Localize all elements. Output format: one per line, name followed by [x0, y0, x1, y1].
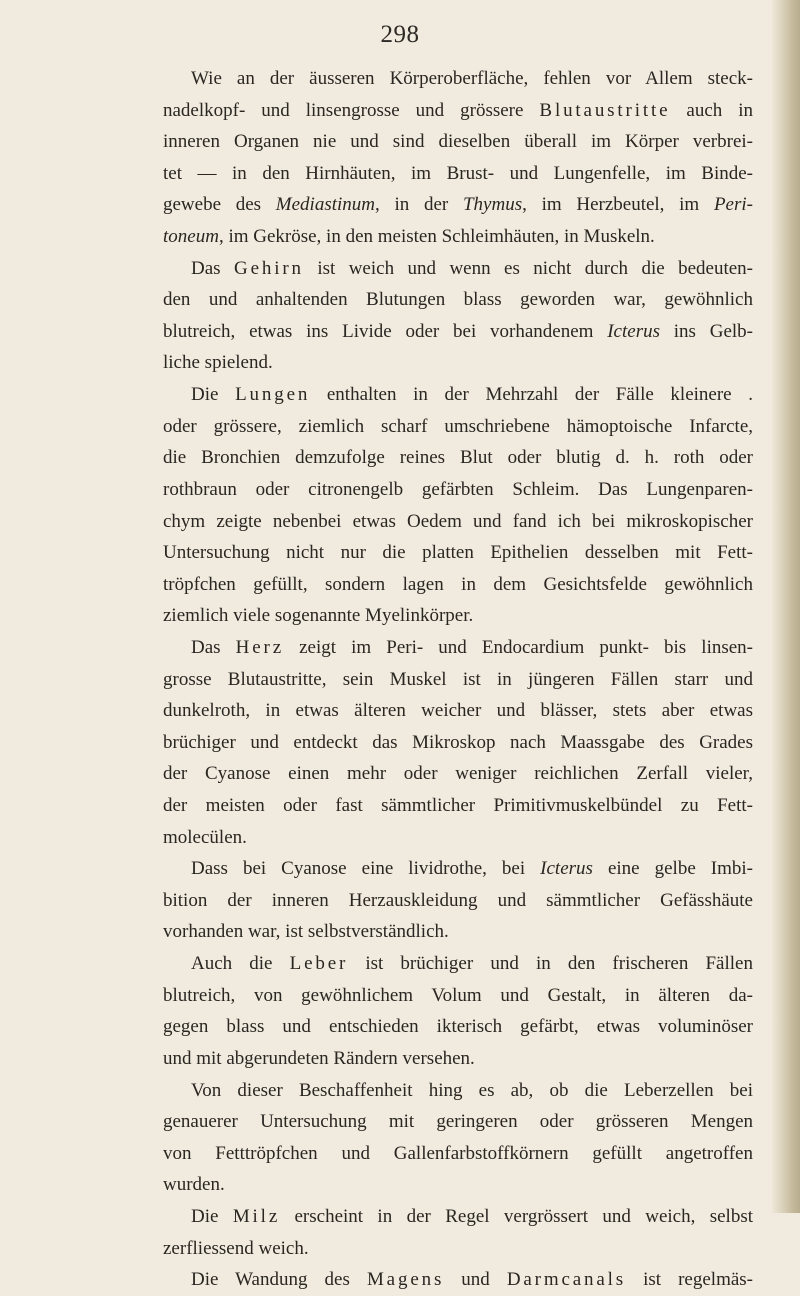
text-run: nadelkopf- und linsengrosse und grössere — [163, 99, 540, 121]
text-run: , im Gekröse, in den meisten Schleimhäuten, in Muskeln. — [218, 226, 655, 248]
text-line — [163, 822, 753, 854]
text-run: Die — [191, 1205, 233, 1227]
text-run: eine gelbe Imbi- — [592, 858, 753, 880]
text-run: erscheint in der Regel vergrössert und weich, selbst — [280, 1205, 753, 1227]
text-run: vorhanden war, ist selbstverständlich. — [163, 921, 449, 943]
text-run: Die Wandung des — [191, 1269, 367, 1291]
text-run: , im Herzbeutel, im — [522, 194, 714, 216]
text-line — [163, 347, 753, 379]
spaced-term: Darmcanals — [506, 1269, 627, 1291]
spaced-term: Leber — [289, 953, 349, 975]
text-line — [163, 569, 753, 601]
text-run: Das — [191, 636, 236, 658]
text-run: tröpfchen gefüllt, sondern lagen in dem Gesichtsfelde gewöhnlich — [163, 573, 753, 595]
text-run: ins Gelb- — [659, 320, 753, 342]
text-line — [163, 126, 753, 158]
text-run: ist regelmäs- — [626, 1269, 753, 1291]
text-run: Das — [191, 257, 234, 279]
text-run: Von dieser Beschaffenheit hing es ab, ob die Leberzellen bei — [191, 1079, 753, 1101]
text-run: molecülen. — [163, 826, 247, 848]
text-line — [163, 853, 753, 885]
text-line — [163, 885, 753, 917]
text-run: dunkelroth, in etwas älteren weicher und blässer, stets aber etwas — [163, 700, 753, 722]
spaced-term: Blutaustritte — [539, 99, 671, 121]
text-run: Dass bei Cyanose eine lividrothe, bei — [191, 858, 541, 880]
text-run: ist brüchiger und in den frischeren Fällen — [348, 953, 753, 975]
text-line — [163, 95, 753, 127]
text-line — [163, 253, 753, 285]
text-line — [163, 506, 753, 538]
text-run: genauerer Untersuchung mit geringeren oder grösseren Mengen — [163, 1111, 753, 1133]
spaced-term: Milz — [232, 1205, 281, 1227]
spaced-term: Magens — [366, 1269, 445, 1291]
text-run: , in der — [375, 194, 463, 216]
text-line — [163, 221, 753, 253]
text-run: wurden. — [163, 1174, 225, 1196]
text-line — [163, 916, 753, 948]
text-line — [163, 411, 753, 443]
text-line — [163, 537, 753, 569]
spaced-term: Herz — [235, 636, 284, 658]
text-line — [163, 1043, 753, 1075]
text-line — [163, 1138, 753, 1170]
text-run: und — [444, 1269, 507, 1291]
text-run: Die — [191, 384, 236, 406]
text-run: bition der inneren Herzauskleidung und sämmtlicher Gefässhäute — [163, 889, 753, 911]
italic-term: toneum — [163, 226, 219, 248]
italic-term: Icterus — [540, 858, 593, 880]
text-line — [163, 1264, 753, 1296]
text-run: und mit abgerundeten Rändern versehen. — [163, 1047, 475, 1069]
text-run: ist weich und wenn es nicht durch die bedeuten- — [303, 257, 753, 279]
italic-term: Mediastinum — [275, 194, 376, 216]
text-run: enthalten in der Mehrzahl der Fälle kleinere . — [310, 384, 753, 406]
text-line — [163, 1106, 753, 1138]
text-line — [163, 158, 753, 190]
text-run: Auch die — [191, 953, 290, 975]
text-run: gegen blass und entschieden ikterisch gefärbt, etwas voluminöser — [163, 1016, 753, 1038]
text-line — [163, 1169, 753, 1201]
text-line — [163, 316, 753, 348]
italic-term: Peri- — [713, 194, 753, 216]
text-run: tet — in den Hirnhäuten, im Brust- und Lungenfelle, im Binde- — [163, 162, 753, 184]
text-line — [163, 695, 753, 727]
text-line — [163, 474, 753, 506]
text-run: den und anhaltenden Blutungen blass geworden war, gewöhnlich — [163, 289, 753, 311]
text-run: gewebe des — [163, 194, 276, 216]
text-line — [163, 758, 753, 790]
text-run: rothbraun oder citronengelb gefärbten Schleim. Das Lungenparen- — [163, 478, 753, 500]
spaced-term: Gehirn — [234, 257, 304, 279]
text-line — [163, 727, 753, 759]
spaced-term: Lungen — [235, 384, 311, 406]
text-line — [163, 632, 753, 664]
text-run: chym zeigte nebenbei etwas Oedem und fand ich bei mikroskopischer — [163, 510, 753, 532]
italic-term: Thymus — [462, 194, 523, 216]
text-line — [163, 1075, 753, 1107]
body-text — [163, 63, 753, 1296]
page-edge-shadow — [772, 0, 800, 1213]
text-run: zerfliessend weich. — [163, 1237, 309, 1259]
text-run: blutreich, von gewöhnlichem Volum und Gestalt, in älteren da- — [163, 984, 753, 1006]
text-run: Wie an der äusseren Körperoberfläche, fehlen vor Allem steck- — [191, 68, 753, 89]
text-line — [163, 442, 753, 474]
text-line — [163, 980, 753, 1012]
text-run: liche spielend. — [163, 352, 273, 374]
text-run: zeigt im Peri- und Endocardium punkt- bis linsen- — [283, 636, 753, 658]
text-line — [163, 948, 753, 980]
text-run: der Cyanose einen mehr oder weniger reichlichen Zerfall vieler, — [163, 763, 753, 785]
text-line — [163, 63, 753, 95]
italic-term: Icterus — [607, 320, 660, 342]
text-run: der meisten oder fast sämmtlicher Primitivmuskelbündel zu Fett- — [163, 795, 753, 817]
text-line — [163, 664, 753, 696]
text-line — [163, 379, 753, 411]
text-run: oder grössere, ziemlich scharf umschriebene hämoptoische Infarcte, — [163, 415, 753, 437]
text-run: von Fetttröpfchen und Gallenfarbstoffkörnern gefüllt angetroffen — [163, 1142, 753, 1164]
text-run: Untersuchung nicht nur die platten Epithelien desselben mit Fett- — [163, 542, 753, 564]
text-line — [163, 284, 753, 316]
text-line — [163, 1201, 753, 1233]
text-line — [163, 189, 753, 221]
text-line — [163, 1233, 753, 1265]
text-run: inneren Organen nie und sind dieselben überall im Körper verbrei- — [163, 131, 753, 153]
text-run: brüchiger und entdeckt das Mikroskop nach Maassgabe des Grades — [163, 731, 753, 753]
text-line — [163, 1011, 753, 1043]
text-line — [163, 790, 753, 822]
text-run: ziemlich viele sogenannte Myelinkörper. — [163, 605, 474, 627]
page-number: 298 — [380, 21, 420, 48]
text-run: blutreich, etwas ins Livide oder bei vorhandenem — [163, 320, 608, 342]
text-run: auch in — [670, 99, 753, 121]
text-run: die Bronchien demzufolge reines Blut oder blutig d. h. roth oder — [163, 447, 753, 469]
text-run: grosse Blutaustritte, sein Muskel ist in jüngeren Fällen starr und — [163, 668, 753, 690]
text-line — [163, 600, 753, 632]
